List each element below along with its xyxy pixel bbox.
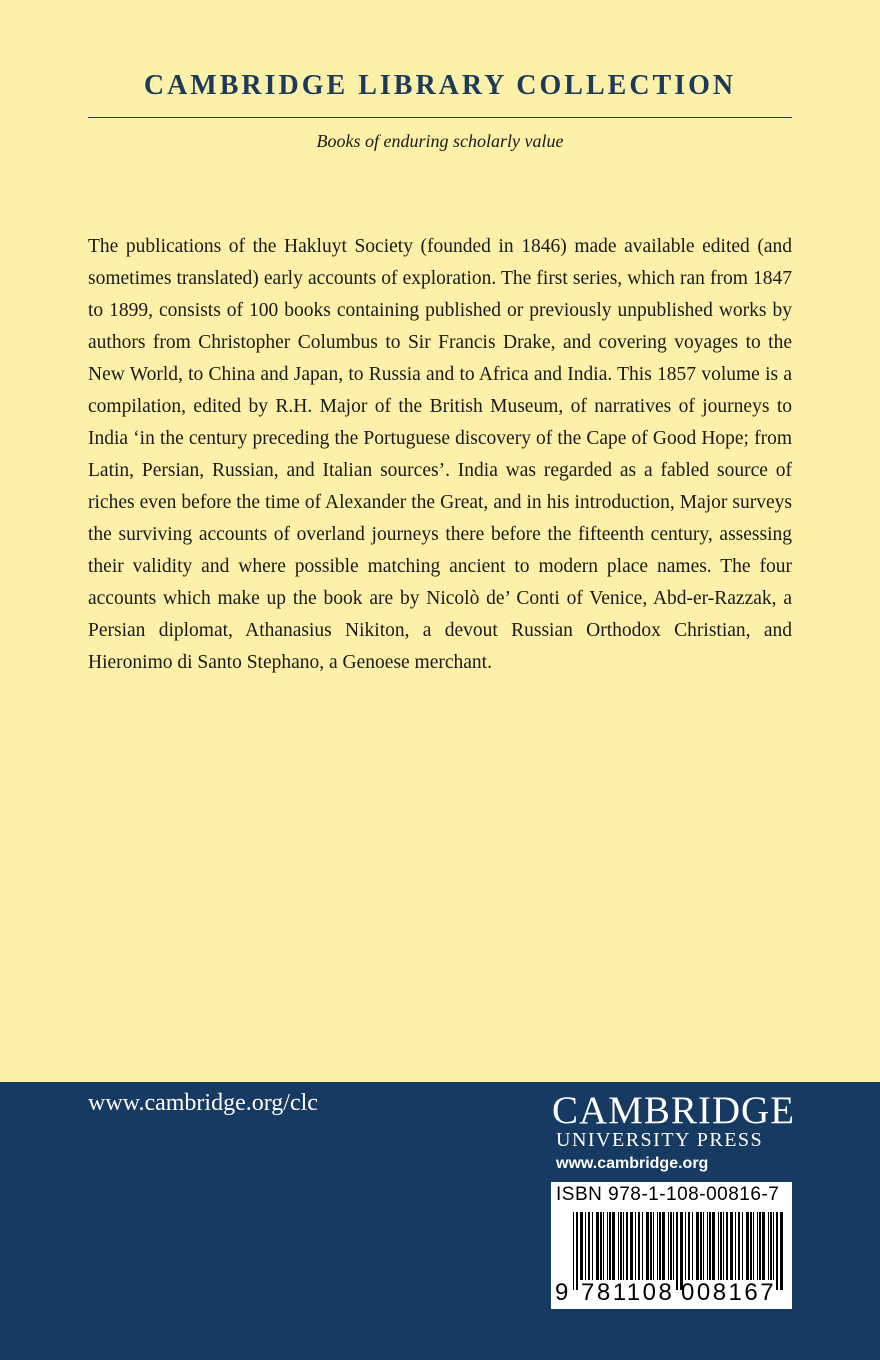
barcode-bar xyxy=(762,1212,765,1280)
barcode-bar xyxy=(685,1212,686,1280)
collection-url[interactable]: www.cambridge.org/clc xyxy=(88,1090,318,1116)
isbn-barcode xyxy=(551,1182,792,1309)
barcode-bar xyxy=(723,1212,724,1280)
barcode-bar xyxy=(612,1212,615,1280)
barcode-bar xyxy=(630,1212,633,1280)
barcode-bar xyxy=(662,1212,665,1280)
barcode-bar xyxy=(700,1212,702,1280)
barcode-bar xyxy=(742,1212,743,1280)
tagline: Books of enduring scholarly value xyxy=(316,131,564,151)
publisher-logo-name: CAMBRIDGE xyxy=(552,1089,796,1132)
barcode-bar xyxy=(653,1212,654,1280)
barcode-bar xyxy=(726,1212,728,1280)
barcode-bar xyxy=(773,1212,774,1280)
barcode-bar xyxy=(688,1212,690,1280)
barcode-digits xyxy=(551,1279,792,1307)
barcode-bar xyxy=(759,1212,761,1280)
barcode-digits-right: 008167 xyxy=(681,1279,777,1306)
barcode-bar xyxy=(580,1212,583,1280)
publisher-url[interactable]: www.cambridge.org xyxy=(556,1155,709,1172)
barcode-bar xyxy=(626,1212,628,1280)
barcode-bar xyxy=(592,1212,593,1280)
barcode-bar xyxy=(623,1212,624,1280)
barcode-bar xyxy=(670,1212,672,1280)
barcode-bar xyxy=(609,1212,611,1280)
barcode-bar xyxy=(585,1212,586,1280)
barcode-bar xyxy=(596,1212,599,1280)
barcode-bar xyxy=(696,1212,699,1280)
barcode-bar xyxy=(692,1212,693,1280)
barcode-bar xyxy=(620,1212,622,1280)
barcode-bar xyxy=(646,1212,649,1280)
barcode-bar xyxy=(730,1212,733,1280)
barcode-bar xyxy=(720,1212,722,1280)
barcode-bar xyxy=(650,1212,652,1280)
barcode-bar xyxy=(735,1212,736,1280)
barcode-bar xyxy=(659,1212,661,1280)
barcode-digits-left: 781108 xyxy=(581,1279,675,1306)
book-description: The publications of the Hakluyt Society (founded in 1846) made available edited (and sometimes translated) early accounts of exploration. The first series, which ran from 1847 to 1899, consists of 100 books containing published or previously unpublished works by authors from Christopher Columbus to Sir Francis Drake, and covering voyages to the New World, to China and Japan, to Russia and to Africa and India. This 1857 volume is a compilation, edited by R.H. Major of the British Museum, of narratives of journeys to India ‘in the century preceding the Portuguese discovery of the Cape of Good Hope; from Latin, Persian, Russian, and Italian sources’. India was regarded as a fabled source of riches even before the time of Alexander the Great, and in his introduction, Major surveys the surviving accounts of overland journeys there before the fifteenth century, assessing their validity and where possible matching ancient to modern place names. The four accounts which make up the book are by Nicolò de’ Conti of Venice, Abd-er-Razzak, a Persian diplomat, Athanasius Nikiton, a devout Russian Orthodox Christian, and Hieronimo di Santo Stephano, a Genoese merchant. xyxy=(88,236,792,673)
barcode-bar xyxy=(738,1212,740,1280)
barcode-bar xyxy=(635,1212,636,1280)
barcode-bar xyxy=(750,1212,752,1280)
barcode-bar xyxy=(673,1212,674,1280)
barcode-bar xyxy=(642,1212,643,1280)
series-title: CAMBRIDGE LIBRARY COLLECTION xyxy=(143,70,737,101)
barcode-bar xyxy=(668,1212,669,1280)
barcode-bar xyxy=(712,1212,715,1280)
barcode-bar xyxy=(703,1212,704,1280)
barcode-bar xyxy=(746,1212,749,1280)
barcode-bar xyxy=(757,1212,758,1280)
barcode-bar xyxy=(618,1212,619,1280)
barcode-bar xyxy=(770,1212,772,1280)
barcode-bar xyxy=(607,1212,608,1280)
isbn-label: ISBN 978-1-108-00816-7 xyxy=(556,1184,780,1205)
barcode-bar xyxy=(753,1212,754,1280)
barcode-bar xyxy=(638,1212,640,1280)
barcode-bar xyxy=(600,1212,602,1280)
barcode-bar xyxy=(768,1212,769,1280)
barcode-bar xyxy=(588,1212,590,1280)
publisher-logo-subtitle: UNIVERSITY PRESS xyxy=(556,1129,764,1151)
barcode-bar xyxy=(707,1212,708,1280)
barcode-bar xyxy=(718,1212,719,1280)
barcode-bar xyxy=(603,1212,604,1280)
barcode-bar xyxy=(709,1212,711,1280)
barcode-bar xyxy=(657,1212,658,1280)
title-rule xyxy=(88,117,792,118)
barcode-digit-first: 9 xyxy=(555,1279,571,1306)
